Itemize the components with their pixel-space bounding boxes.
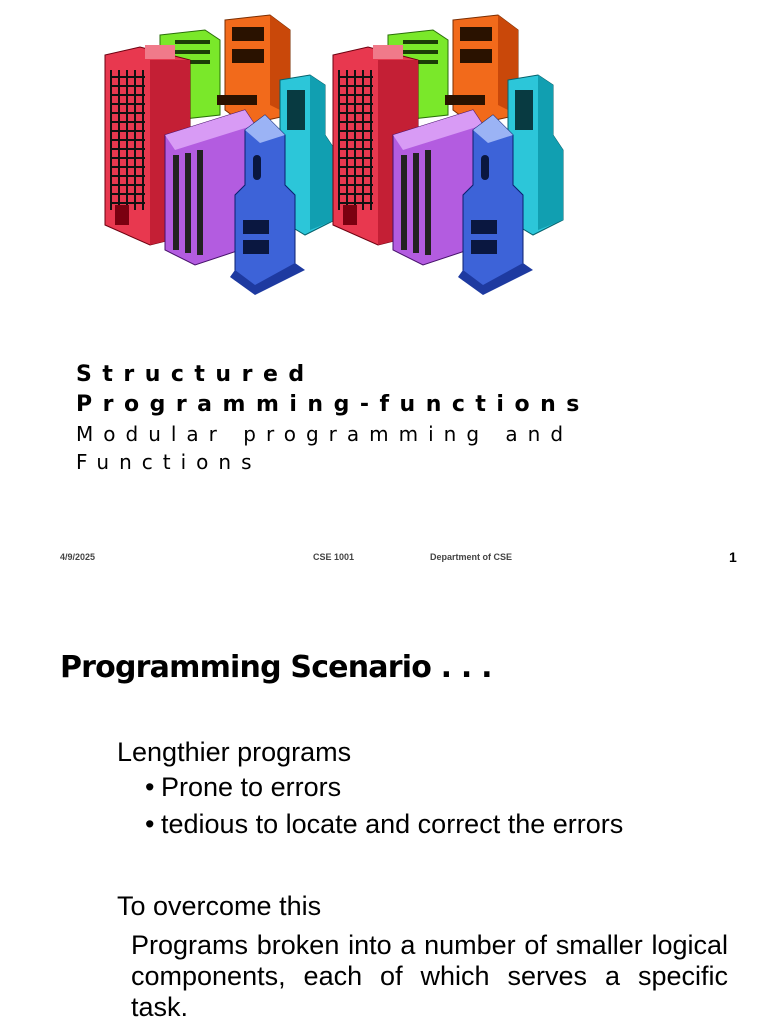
city-buildings-icon	[95, 5, 570, 305]
bullet-item	[145, 772, 341, 803]
bullet-item	[145, 809, 623, 840]
item-lengthier-programs: Lengthier programs	[117, 737, 352, 767]
footer-date: 4/9/2025	[60, 552, 96, 562]
bullet-icon: •	[145, 809, 155, 839]
slide-title-line-2: Programming-functions	[76, 392, 590, 417]
page-number: 1	[729, 549, 737, 565]
title-block	[76, 360, 676, 476]
footer-course: CSE 1001	[313, 552, 355, 562]
slide-subtitle-line-2: Functions	[76, 450, 262, 474]
slide-title-line-1: Structured	[76, 362, 315, 387]
footer-department: Department of CSE	[430, 552, 513, 562]
bullet-icon: •	[145, 772, 155, 802]
slide-2-heading: Programming Scenario . . .	[60, 650, 492, 685]
bullet-text: tedious to locate and correct the errors	[161, 809, 624, 839]
bullet-text: Prone to errors	[161, 772, 342, 802]
item-overcome: To overcome this	[117, 891, 322, 921]
paragraph: Programs broken into a number of smaller logical components, each of which serves a specific task.	[131, 930, 728, 1022]
slide-subtitle-line-1: Modular programming and	[76, 422, 574, 446]
